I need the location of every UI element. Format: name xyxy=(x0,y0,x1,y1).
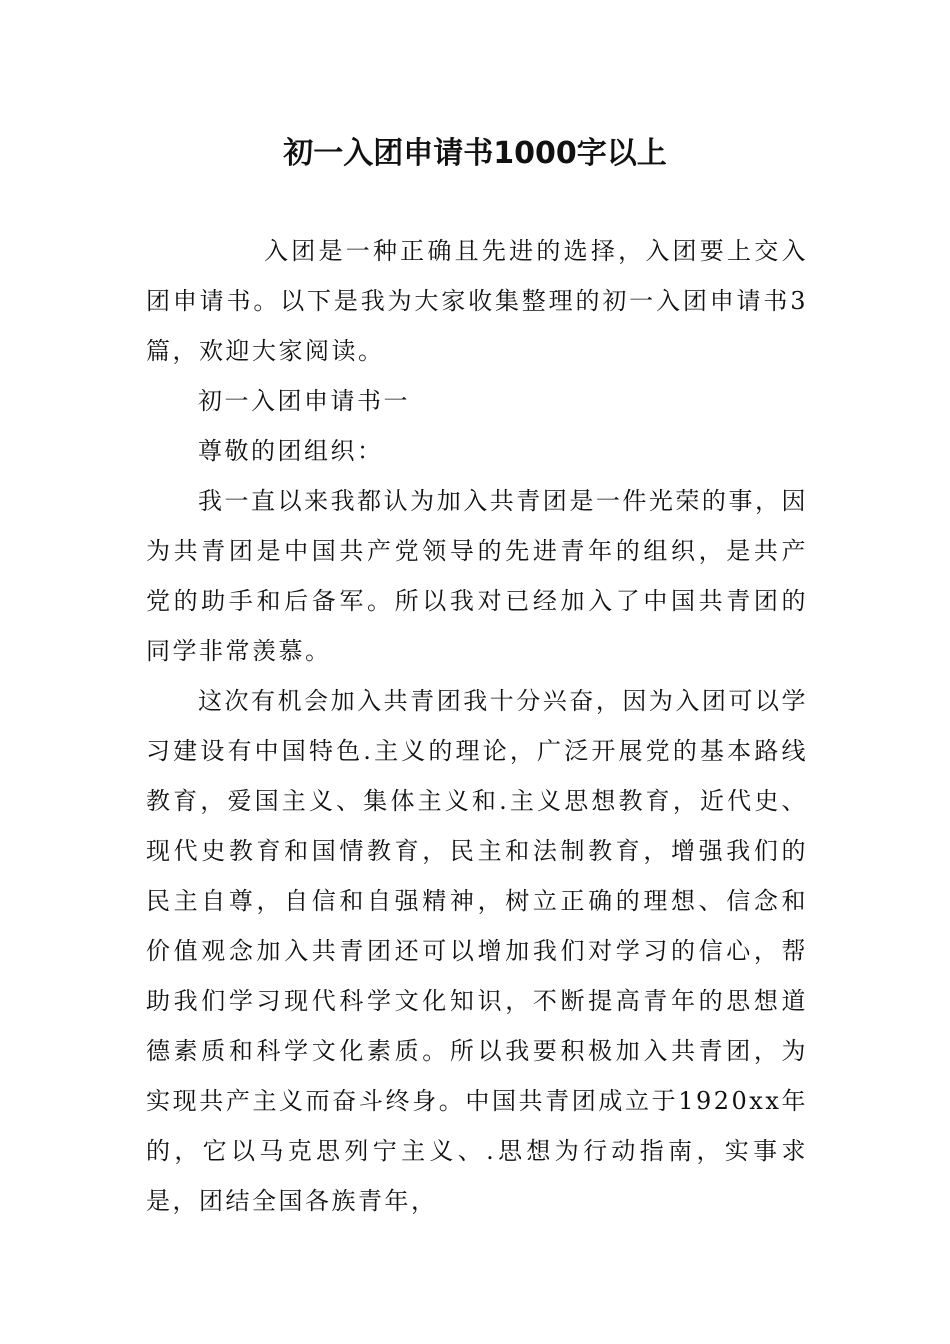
body-paragraph: 我一直以来我都认为加入共青团是一件光荣的事，因为共青团是中国共产党领导的先进青年的组织，是共产党的助手和后备军。所以我对已经加入了中国共青团的同学非常羡慕。 xyxy=(146,487,808,665)
intro-paragraph: 入团是一种正确且先进的选择，入团要上交入团申请书。以下是我为大家收集整理的初一入团申请书3篇，欢迎大家阅读。 xyxy=(146,237,808,365)
salutation: 尊敬的团组织： xyxy=(198,437,384,465)
document-body xyxy=(146,226,808,1226)
section-heading: 初一入团申请书一 xyxy=(198,387,410,415)
document-title: 初一入团申请书1000字以上 xyxy=(283,136,667,171)
body-paragraph: 这次有机会加入共青团我十分兴奋，因为入团可以学习建设有中国特色.主义的理论，广泛开展党的基本路线教育，爱国主义、集体主义和.主义思想教育，近代史、现代史教育和国情教育，民主和法制教育，增强我们的民主自尊，自信和自强精神，树立正确的理想、信念和价值观念加入共青团还可以增加我们对学习的信心，帮助我们学习现代科学文化知识，不断提高青年的思想道德素质和科学文化素质。所以我要积极加入共青团，为实现共产主义而奋斗终身。中国共青团成立于1920xx年的，它以马克思列宁主义、.思想为行动指南，实事求是，团结全国各族青年， xyxy=(146,687,808,1215)
